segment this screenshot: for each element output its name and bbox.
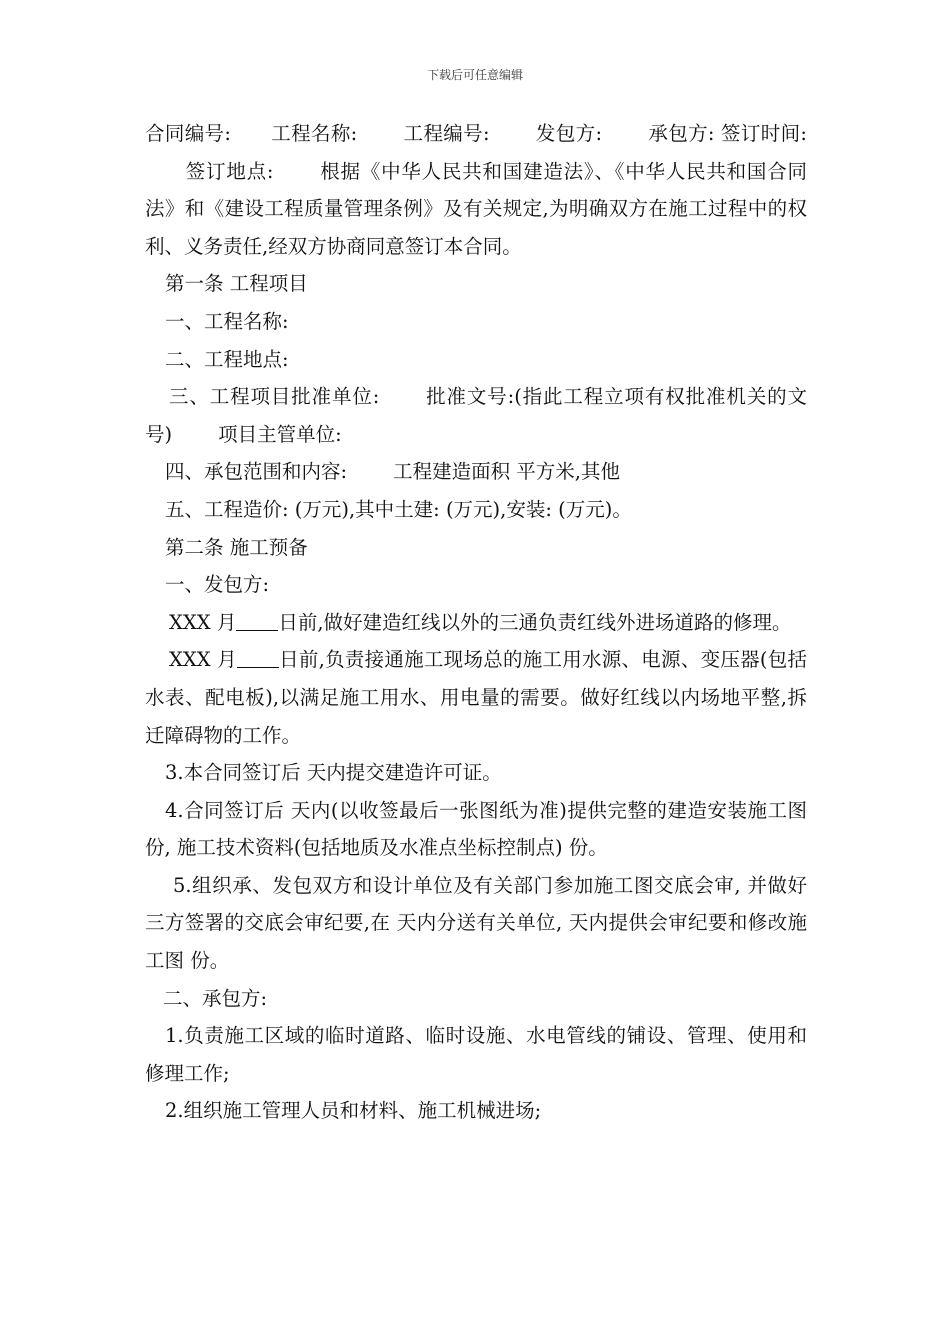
item3-supervisor: 项目主管单位:	[218, 422, 342, 446]
e2-text: 日前,负责接通施工现场总的施工用水源、电源、变压器(包括水表、配电板),以满足施工用水、用电量的需要。做好红线以内场地平整,拆迁障碍物的工作。	[145, 648, 807, 747]
label-contract-no: 合同编号:	[145, 122, 231, 145]
item4-area: 工程建造面积 平方米,其他	[393, 460, 620, 484]
label-project-name: 工程名称:	[270, 122, 358, 145]
article1-item5: 五、工程造价: (万元),其中土建: (万元),安装: (万元)。	[165, 497, 632, 521]
employer-item1	[145, 604, 807, 642]
contract-intro	[145, 115, 807, 265]
e1-text: 日前,做好建造红线以外的三通负责红线外进场道路的修理。	[278, 610, 792, 634]
label-sign-time: 签订时间:	[721, 122, 807, 145]
label-project-no: 工程编号:	[403, 122, 490, 145]
employer-item2	[145, 641, 807, 754]
article1-item4	[145, 453, 807, 491]
article1-item2: 二、工程地点:	[165, 347, 289, 371]
contractor-item1: 1.负责施工区域的临时道路、临时设施、水电管线的铺设、管理、使用和修理工作;	[145, 1024, 807, 1085]
contractor-heading: 二、承包方:	[163, 986, 268, 1010]
employer-item3: 3.本合同签订后 天内提交建造许可证。	[165, 761, 502, 785]
employer-item4: 4.合同签订后 天内(以收签最后一张图纸为准)提供完整的建造安装施工图 份, 施工技术资料(包括地质及水准点坐标控制点) 份。	[145, 798, 807, 860]
item3-approval-unit: 三、工程项目批准单位:	[169, 385, 380, 409]
item3-approval-doc: 批准文号:(指此工程立项有权批准机关的文号)	[145, 385, 807, 446]
label-employer: 发包方:	[535, 122, 603, 145]
article2-title: 第二条 施工预备	[165, 535, 308, 559]
e2-prefix: XXX 月	[169, 648, 237, 672]
article1-item1: 一、工程名称:	[165, 309, 289, 333]
employer-heading: 一、发包方:	[165, 573, 270, 597]
page-header: 下载后可任意编辑	[426, 68, 523, 82]
fill-blank	[236, 610, 278, 631]
employer-item5: 5.组织承、发包双方和设计单位及有关部门参加施工图交底会审, 并做好三方签署的交底会审纪要,在 天内分送有关单位, 天内提供会审纪要和修改施工图 份。	[145, 873, 807, 973]
article1-item3	[145, 378, 807, 453]
contractor-item2: 2.组织施工管理人员和材料、施工机械进场;	[165, 1099, 542, 1123]
label-sign-place: 签订地点:	[185, 159, 274, 183]
label-contractor: 承包方:	[648, 122, 715, 145]
intro-text: 根据《中华人民共和国建造法》、《中华人民共和国合同法》和《建设工程质量管理条例》及有关规定,为明确双方在施工过程中的权利、义务责任,经双方协商同意签订本合同。	[145, 159, 807, 258]
article1-title: 第一条 工程项目	[165, 272, 308, 296]
e1-prefix: XXX 月	[169, 610, 237, 634]
contract-body	[145, 115, 807, 1130]
item4-scope: 四、承包范围和内容:	[165, 460, 348, 484]
fill-blank	[237, 648, 279, 669]
